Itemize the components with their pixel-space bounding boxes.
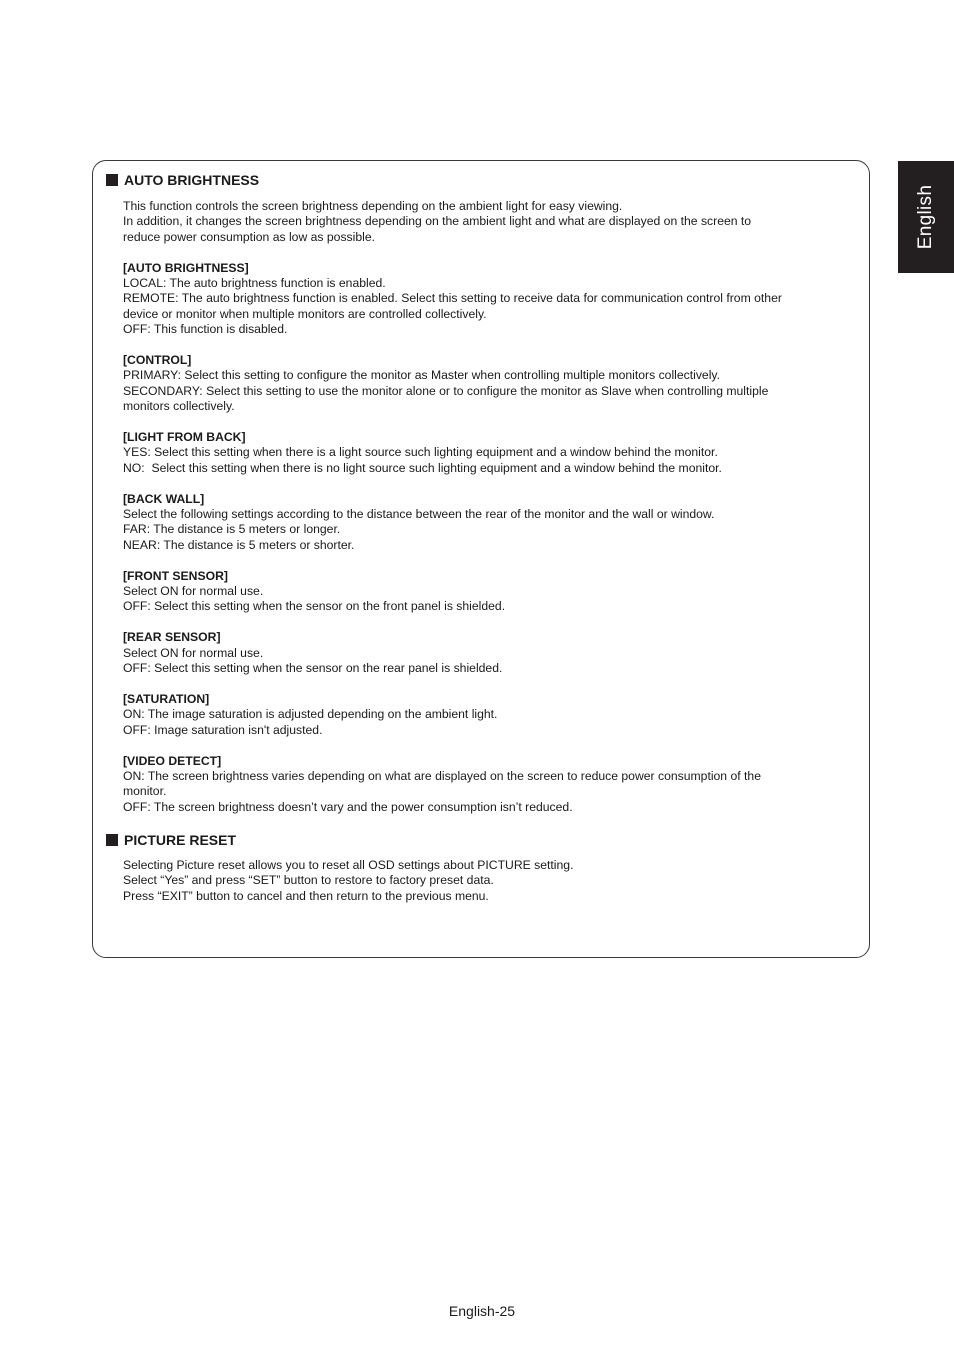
text-line: Selecting Picture reset allows you to reset all OSD settings about PICTURE setting. bbox=[123, 858, 574, 872]
text-line: FAR: The distance is 5 meters or longer. bbox=[123, 522, 341, 537]
subheading-saturation: [SATURATION] bbox=[123, 691, 210, 706]
language-tab-label: English bbox=[915, 184, 936, 250]
picture-reset-body bbox=[123, 858, 833, 904]
subheading-front-sensor: [FRONT SENSOR] bbox=[123, 568, 228, 583]
intro-line: reduce power consumption as low as possible. bbox=[123, 229, 376, 244]
language-tab bbox=[898, 161, 954, 273]
text-line: OFF: The screen brightness doesn’t vary and the power consumption isn’t reduced. bbox=[123, 799, 573, 814]
text-line: LOCAL: The auto brightness function is enabled. bbox=[123, 276, 386, 291]
text-line: Press “EXIT” button to cancel and then return to the previous menu. bbox=[123, 888, 489, 903]
text-line: NO: Select this setting when there is no light source such lighting equipment and a window behind the monitor. bbox=[123, 460, 722, 475]
subheading-back-wall: [BACK WALL] bbox=[123, 491, 205, 506]
section-heading-auto-brightness bbox=[106, 172, 259, 188]
page-number: English-25 bbox=[448, 1303, 516, 1319]
square-bullet-icon bbox=[106, 174, 118, 186]
text-line: Select ON for normal use. bbox=[123, 584, 264, 599]
square-bullet-icon bbox=[106, 834, 118, 846]
text-line: OFF: Select this setting when the sensor on the rear panel is shielded. bbox=[123, 661, 503, 676]
text-line: Select the following settings according to the distance between the rear of the monitor and the wall or window. bbox=[123, 507, 715, 522]
text-line: monitors collectively. bbox=[123, 399, 235, 414]
text-line: NEAR: The distance is 5 meters or shorter. bbox=[123, 537, 355, 552]
text-line: ON: The screen brightness varies depending on what are displayed on the screen to reduce power consumption of the bbox=[123, 768, 761, 783]
auto-brightness-body bbox=[123, 199, 833, 815]
text-line: REMOTE: The auto brightness function is enabled. Select this setting to receive data for communication control from other bbox=[123, 291, 782, 306]
text-line: OFF: Select this setting when the sensor on the front panel is shielded. bbox=[123, 599, 506, 614]
content-panel bbox=[92, 160, 870, 958]
text-line: OFF: Image saturation isn't adjusted. bbox=[123, 722, 323, 737]
subheading-auto-brightness: [AUTO BRIGHTNESS] bbox=[123, 260, 249, 275]
section-title: PICTURE RESET bbox=[124, 832, 237, 848]
text-line: device or monitor when multiple monitors are controlled collectively. bbox=[123, 306, 487, 321]
subheading-video-detect: [VIDEO DETECT] bbox=[123, 753, 222, 768]
text-line: OFF: This function is disabled. bbox=[123, 322, 288, 337]
section-title: AUTO BRIGHTNESS bbox=[124, 172, 260, 188]
text-line: Select “Yes” and press “SET” button to restore to factory preset data. bbox=[123, 873, 494, 888]
text-line: ON: The image saturation is adjusted depending on the ambient light. bbox=[123, 707, 498, 722]
text-line: YES: Select this setting when there is a light source such lighting equipment and a window behind the monitor. bbox=[123, 445, 718, 460]
text-line: monitor. bbox=[123, 784, 167, 799]
text-line: PRIMARY: Select this setting to configure the monitor as Master when controlling multiple monitors collectively. bbox=[123, 368, 720, 383]
intro-line: In addition, it changes the screen brightness depending on the ambient light and what are displayed on the screen to bbox=[123, 214, 752, 229]
subheading-control: [CONTROL] bbox=[123, 353, 192, 368]
text-line: Select ON for normal use. bbox=[123, 645, 264, 660]
subheading-light-from-back: [LIGHT FROM BACK] bbox=[123, 430, 246, 445]
section-heading-picture-reset bbox=[106, 832, 236, 848]
intro-line: This function controls the screen brightness depending on the ambient light for easy viewing. bbox=[123, 199, 623, 213]
text-line: SECONDARY: Select this setting to use the monitor alone or to configure the monitor as Slave when controlling multiple bbox=[123, 383, 769, 398]
subheading-rear-sensor: [REAR SENSOR] bbox=[123, 630, 221, 645]
